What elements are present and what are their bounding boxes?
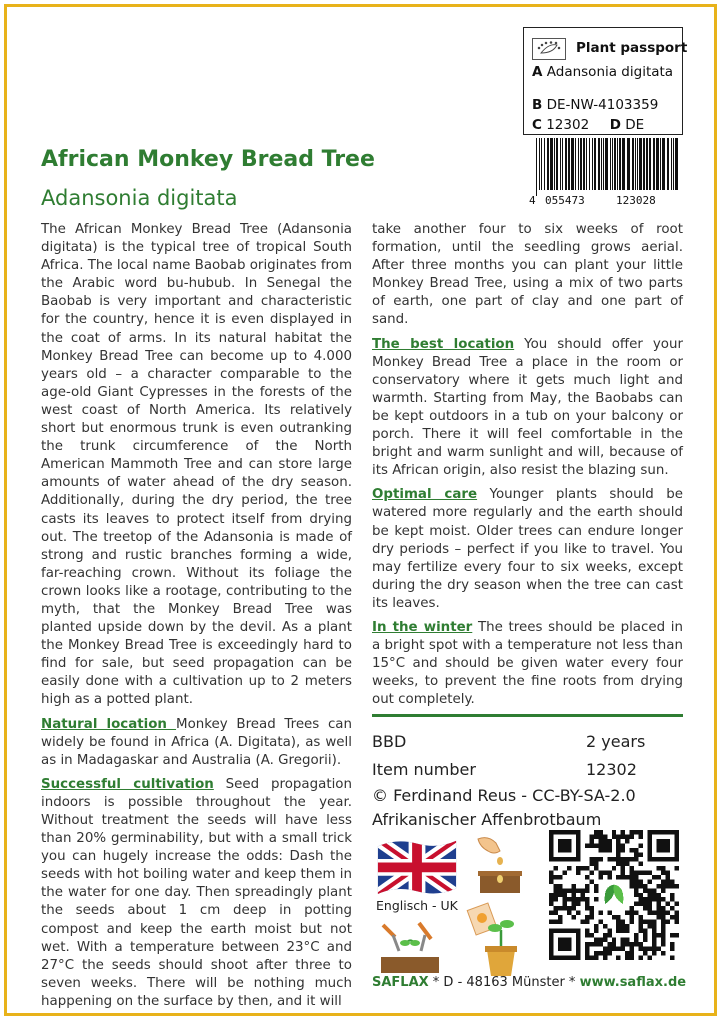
uk-flag-icon [375,837,459,895]
cultivation-heading: Successful cultivation [41,776,214,792]
passport-line-a [532,64,673,80]
winter-text: The trees should be placed in a bright spot with a temperature not less than 15°C and should be given water every four weeks, to prevent the fine roots from drying out completely. [372,619,683,708]
passport-b-value: DE-NW-4103359 [546,97,659,113]
footer [372,975,686,990]
eu-organic-leaf-icon [532,38,566,60]
cultivation-text: Seed propagation indoors is possible throughout the year. Without treatment the seeds will have less than 20% germinability, but with a small trick you can hugely increase the odds: Dash the seeds with hot boiling water and keep them in the water for one day. Then spreadingly plant the seeds about 1 cm deep in potting compost and keep the earth moist but not wet. With a temperature between 23°C and 27°C the seeds should shoot after three to seven weeks. There will be nothing much happening on the surface by then, and it will [41,776,352,1009]
website-link[interactable]: www.saflax.de [579,975,687,990]
sowing-seed-icon [470,833,526,895]
passport-line-b [532,97,658,113]
bbd-value: 2 years [586,732,646,751]
item-number-value: 12302 [586,760,637,779]
passport-heading: Plant passport [576,40,688,56]
garden-tools-icon [375,915,445,975]
passport-b-label: B [532,97,543,113]
barcode-group-2: 123028 [616,194,656,207]
passport-d-label: D [609,117,621,133]
barcode-digit-1: 4 [529,194,536,207]
potted-plant-icon [465,900,529,980]
left-column [41,221,352,1017]
winter-heading: In the winter [372,619,473,635]
footer-address: * D - 48163 Münster * [428,975,580,990]
qr-leaf-logo-icon [598,879,629,910]
plant-passport-box [523,27,688,135]
location-paragraph [372,336,683,481]
barcode [534,138,684,196]
bbd-label: BBD [372,732,407,751]
optimal-care-heading: Optimal care [372,487,478,503]
divider [372,714,683,717]
passport-a-value: Adansonia digitata [546,64,674,80]
copyright-text: © Ferdinand Reus - CC-BY-SA-2.0 [372,786,636,805]
cultivation-paragraph [41,776,352,1011]
right-column [372,221,683,715]
barcode-group-1: 055473 [545,194,585,207]
continued-paragraph: take another four to six weeks of root formation, until the seedling grows aerial. After three months you can plant your little Monkey Bread Tree, using a mix of two parts of earth, one part of clay and one part of sand. [372,222,683,328]
care-paragraph [372,486,683,613]
natural-location-text: Monkey Bread Trees can widely be found in Africa (A. Digitata), as well as in Madagaskar and Australia (A. Gregorii). [41,716,352,768]
natural-location-heading: Natural location [41,716,177,732]
intro-paragraph: The African Monkey Bread Tree (Adansonia digitata) is the typical tree of tropical South Africa. The local name Baobab originates from the Arabic word bu-hubub. In Senegal the Baobab is very important and characteristic for the country, hence it is even displayed in the coat of arms. In its natural habitat the Monkey Bread Tree can become up to 4.000 years old – a character comparable to the age-old Giant Cypresses in the forests of the west coast of North America. Its relatively short but enormous trunk is even outranking the trunk circumference of the North American Mammoth Tree and can store large amounts of water ahead of the dry season. Additionally, during the dry period, the tree casts its leaves to protect itself from drying out. The treetop of the Adansonia is made of strong and rustic branches forming a wide, far-reaching crown. Without its foliage the crown looks like a rootage, contributing to the myth, that the Monkey Bread Tree was planted upside down by the devil. As a plant the Monkey Bread Tree is exceedingly hard to find for sale, but seed propagation can be easily done with a cultivation up to 2 meters high as a potted plant. [41,222,352,708]
best-location-heading: The best location [372,336,515,352]
page-title: African Monkey Bread Tree [41,147,375,172]
optimal-care-text: Younger plants should be watered more regularly and the earth should be kept moist. Older trees can endure longer dry periods – perfect if you like to travel. You may fertilize every four to six weeks, except during the dry season when the tree can cast its leaves. [372,487,683,611]
best-location-text: You should offer your Monkey Bread Tree a place in the room or conservatory where it gets much light and warmth. Starting from May, the Baobabs can be kept outdoors in a tub on your balcony or porch. There it will feel comfortable in the bright and warm sunlight and will, because of its African origin, also resist the blazing sun. [372,336,683,479]
item-number-label: Item number [372,760,476,779]
passport-c-label: C [532,117,542,133]
page-subtitle: Adansonia digitata [41,186,238,210]
winter-paragraph [372,619,683,709]
passport-d-value: DE [625,117,645,133]
language-label: Englisch - UK [376,898,458,913]
german-name: Afrikanischer Affenbrotbaum [372,810,602,829]
qr-code[interactable] [549,830,679,960]
passport-a-label: A [532,64,543,80]
brand-name: SAFLAX [372,975,429,990]
natural-location-paragraph [41,716,352,770]
passport-c-value: 12302 [546,117,590,133]
passport-line-cd [532,117,644,133]
